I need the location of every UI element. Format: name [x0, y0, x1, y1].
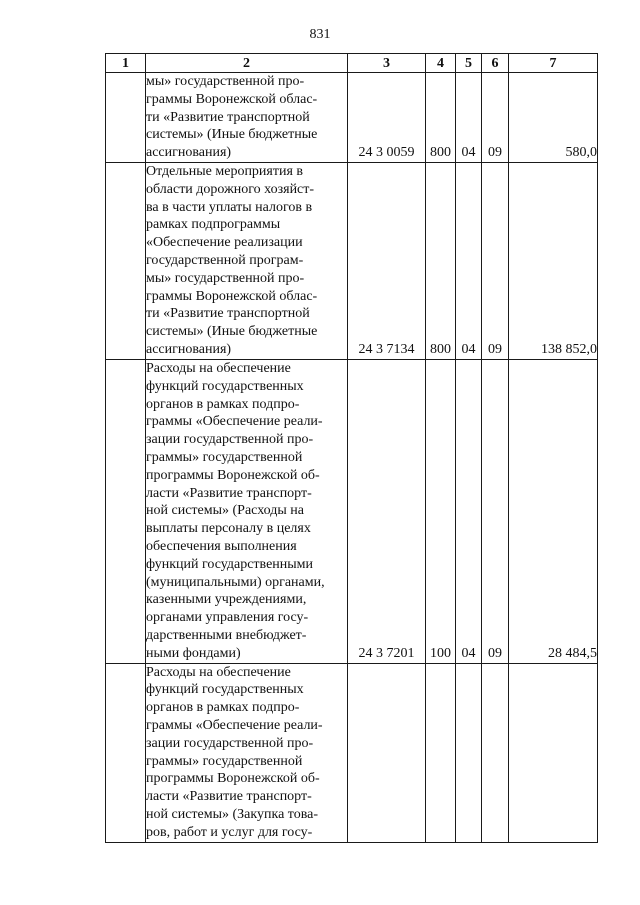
table-row [106, 359, 598, 663]
row-description: Расходы на обеспечение функций государственных органов в рамках подпро- граммы «Обеспечение реали- зации государственной про- граммы» государственной программы Воронежской об- ласти «Развитие транспорт- ной системы» (Расходы на выплаты персоналу в целях обеспечения выполнения функций государственными (муниципальными) органами, казенными учреждениями, органами управления госу- дарственными внебюджет- ными фондами) [146, 359, 348, 663]
table-row [106, 663, 598, 842]
row-number-cell [106, 359, 146, 663]
column-header-3: 3 [348, 54, 426, 73]
row-description: Отдельные мероприятия в области дорожного хозяйст- ва в части уплаты налогов в рамках подпрограммы «Обеспечение реализации государственной програм- мы» государственной про- граммы Воронежской облас- ти «Развитие транспортной системы» (Иные бюджетные ассигнования) [146, 162, 348, 359]
row-subsection: 09 [482, 73, 509, 163]
row-amount: 28 484,5 [509, 359, 598, 663]
row-amount [509, 663, 598, 842]
row-description: мы» государственной про- граммы Воронежской облас- ти «Развитие транспортной системы» (Иные бюджетные ассигнования) [146, 73, 348, 163]
row-section: 04 [456, 162, 482, 359]
row-subsection: 09 [482, 359, 509, 663]
column-header-2: 2 [146, 54, 348, 73]
column-header-1: 1 [106, 54, 146, 73]
table-row [106, 73, 598, 163]
row-target-item: 24 3 7134 [348, 162, 426, 359]
header-row [106, 54, 598, 73]
row-section [456, 663, 482, 842]
column-header-4: 4 [426, 54, 456, 73]
row-amount: 138 852,0 [509, 162, 598, 359]
row-expense-type [426, 663, 456, 842]
row-expense-type: 100 [426, 359, 456, 663]
row-subsection [482, 663, 509, 842]
row-number-cell [106, 663, 146, 842]
row-expense-type: 800 [426, 73, 456, 163]
row-target-item [348, 663, 426, 842]
row-number-cell [106, 73, 146, 163]
row-target-item: 24 3 0059 [348, 73, 426, 163]
column-header-7: 7 [509, 54, 598, 73]
row-target-item: 24 3 7201 [348, 359, 426, 663]
row-section: 04 [456, 359, 482, 663]
budget-table [105, 53, 598, 843]
column-header-6: 6 [482, 54, 509, 73]
row-section: 04 [456, 73, 482, 163]
table-row [106, 162, 598, 359]
row-description: Расходы на обеспечение функций государственных органов в рамках подпро- граммы «Обеспечение реали- зации государственной про- граммы» государственной программы Воронежской об- ласти «Развитие транспорт- ной системы» (Закупка това- ров, работ и услуг для госу- [146, 663, 348, 842]
page-number: 831 [309, 27, 331, 42]
row-subsection: 09 [482, 162, 509, 359]
column-header-5: 5 [456, 54, 482, 73]
row-number-cell [106, 162, 146, 359]
row-amount: 580,0 [509, 73, 598, 163]
row-expense-type: 800 [426, 162, 456, 359]
